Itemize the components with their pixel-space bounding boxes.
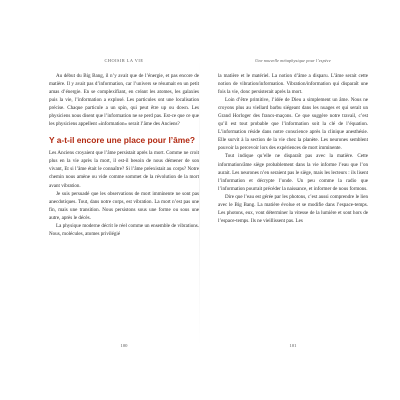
running-head-left: CHOISIR LA VIE bbox=[104, 58, 144, 63]
paragraph: Loin d’être primitive, l’idée de Dieu a simplement un âme. Nous ne croyons plus au viellard barbu siégeant dans les nuages et qui serait un Grand Horloger des francs-maçons. Ce que suggère notre travail, c’est qu’il est tout probable que l’information soit la clé de l’équation. L’information réside dans notre conscience après la clinique anesthésie. Elle survit à la section de la vie chez la planète. Les neurones semblent pouvoir la percevoir lors des expériences de mort imminente. bbox=[218, 97, 368, 152]
paragraph: Les Anciens croyaient que l’âme persistait après la mort. Comme ne croit plus en la vie après la mort, il est-il besoin de nous démener de son vivant, Et si l’âme était le connaître? Si l’âme préexistait au corps? Notre chemin nous amène ou vide comme sommet de la révolution de la mort avant vibration. bbox=[49, 150, 199, 189]
right-page-text bbox=[218, 72, 368, 225]
paragraph: Je suis persuadé que les observations de mort imminente ne sont pas anecdotiques. Tout, dans notre corps, est vibration. La mort n’est pas une fin, mais une transition. Nous persistons sous une forme ou sous une autre, après le décès. bbox=[49, 190, 199, 221]
page-number-left: 100 bbox=[120, 343, 128, 348]
left-page bbox=[49, 58, 199, 348]
section-heading: Y a-t-il encore une place pour l’âme? bbox=[49, 135, 195, 146]
paragraph: Dire que l’eau est gérée par les photons, c’est aussi comprendre le lien avec le Big Bang. La matière évolue et se modifie dans l’espace-temps. Les photons, eux, vont déterminer la vitesse de la lumière et sont hors de l’espace-temps. Ils ne vieillissent pas. Les bbox=[218, 193, 368, 224]
right-page bbox=[218, 58, 368, 348]
gutter-shadow bbox=[199, 58, 200, 348]
paragraph: La physique moderne décrit le réel comme un ensemble de vibrations. Nous, molécules, atomes privilégié bbox=[49, 222, 199, 237]
paragraph: Au début du Big Bang, il n’y avait que de l’énergie, et pas encore de matière. Il y avait pas d’information, car l’univers se résumait en un petit amas d’énergie. En se complexifiant, en créant les atomes, les galaxies puis la vie, l’information a explosé. Les particules ont une localisation précise. Chaque particule a un spin, qui peut être up ou down. Les physiciens nous disent que l’information ne se perd pas. Est-ce que ce que les physiciens appellent «information» serait l’âme des Anciens? bbox=[49, 73, 199, 128]
paragraph: la matière et le matériel. La notion d’âme a disparu. L’âme serait cette notion de vibration/information. Vibration/information qui disparaît une fois la vie, donc persisterait après la mort. bbox=[218, 73, 368, 96]
left-page-text bbox=[49, 72, 199, 238]
page-number-right: 101 bbox=[289, 343, 297, 348]
running-head-right: Une nouvelle métaphysique pour l’espèce bbox=[255, 58, 331, 63]
paragraph: Tout indique qu’elle ne disparaît pas avec la matière. Cette information/âme siège probablement dans la vie informe l’eau que l’on aurait. Les neurones n’en seraient pas le siège, mais les lecteurs : ils lisent l’information et décrypte l’onde. Un peu comme la radio que l’information pourrait précéder la naissance, et informer de nous formons. bbox=[218, 153, 368, 192]
